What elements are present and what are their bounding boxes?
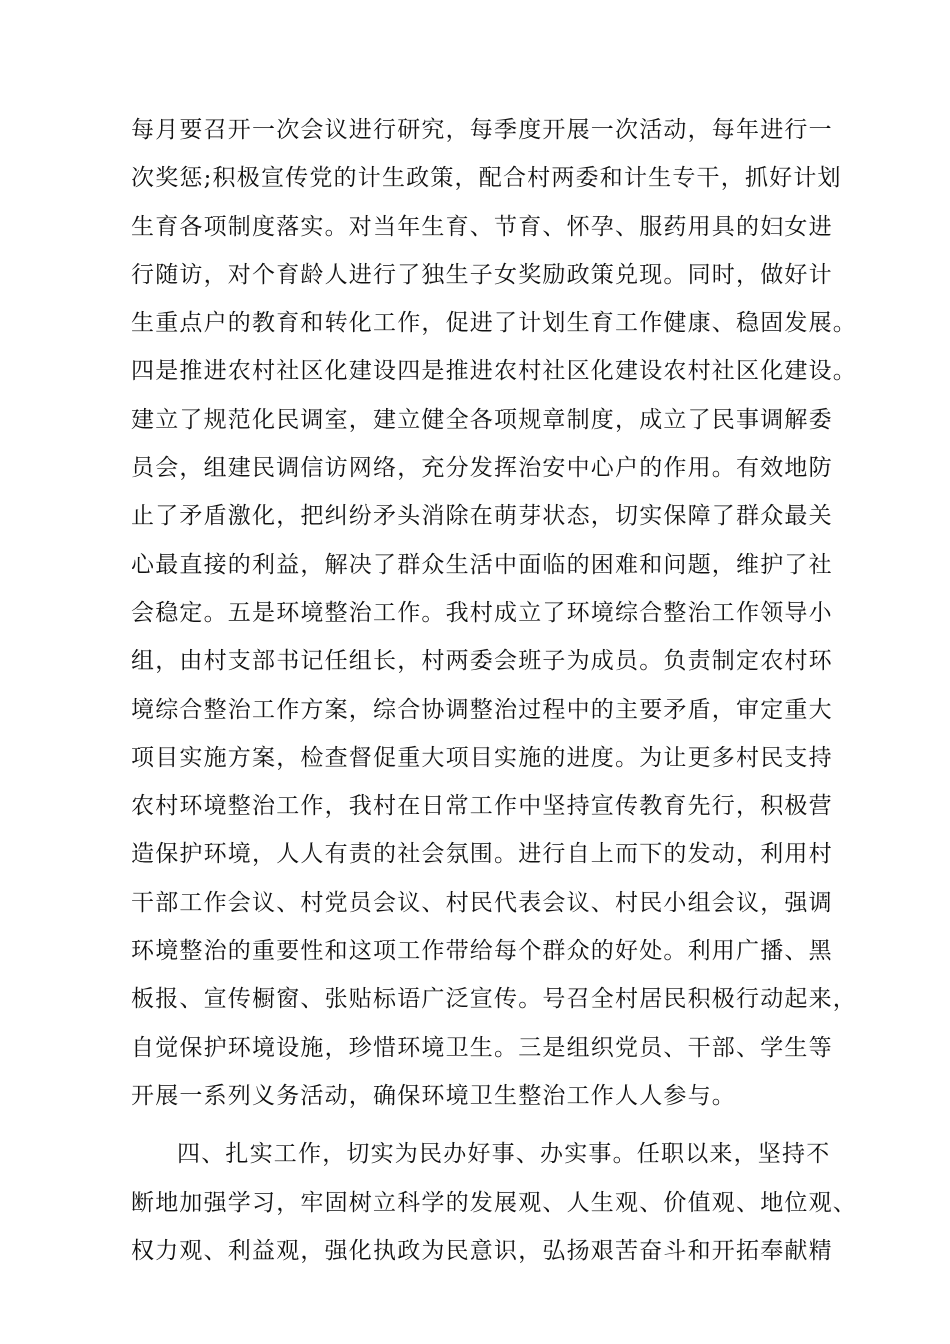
text-line: 开展一系列义务活动，确保环境卫生整治工作人人参与。: [131, 1082, 736, 1109]
text-line: 员会，组建民调信访网络，充分发挥治安中心户的作用。有效地防: [131, 455, 833, 482]
text-line: 板报、宣传橱窗、张贴标语广泛宣传。号召全村居民积极行动起来，: [131, 986, 857, 1013]
text-line: 每月要召开一次会议进行研究，每季度开展一次活动，每年进行一: [131, 117, 833, 143]
text-line: 四是推进农村社区化建设四是推进农村社区化建设农村社区化建设。: [131, 358, 857, 385]
text-line: 干部工作会议、村党员会议、村民代表会议、村民小组会议，强调: [131, 889, 833, 916]
text-line: 环境整治的重要性和这项工作带给每个群众的好处。利用广播、黑: [131, 938, 833, 965]
text-line: 心最直接的利益，解决了群众生活中面临的困难和问题，维护了社: [131, 551, 833, 578]
text-line: 生育各项制度落实。对当年生育、节育、怀孕、服药用具的妇女进: [131, 213, 833, 240]
text-line: 项目实施方案，检查督促重大项目实施的进度。为让更多村民支持: [131, 744, 833, 771]
paragraph-2: [131, 1130, 857, 1275]
text-line: 建立了规范化民调室，建立健全各项规章制度，成立了民事调解委: [131, 406, 833, 433]
text-line: 组，由村支部书记任组长，村两委会班子为成员。负责制定农村环: [131, 648, 833, 675]
paragraph-spacer: [131, 1120, 851, 1130]
text-line: 会稳定。五是环境整治工作。我村成立了环境综合整治工作领导小: [131, 599, 833, 626]
text-line: 境综合整治工作方案，综合协调整治过程中的主要矛盾，审定重大: [131, 696, 833, 723]
text-line: 止了矛盾激化，把纠纷矛头消除在萌芽状态，切实保障了群众最关: [131, 503, 833, 530]
document-body: [131, 106, 857, 1275]
text-line: 行随访，对个育龄人进行了独生子女奖励政策兑现。同时，做好计: [131, 261, 833, 288]
text-line: 断地加强学习，牢固树立科学的发展观、人生观、价值观、地位观、: [131, 1189, 857, 1216]
text-line: 生重点户的教育和转化工作，促进了计划生育工作健康、稳固发展。: [131, 310, 857, 337]
text-line: 自觉保护环境设施，珍惜环境卫生。三是组织党员、干部、学生等: [131, 1034, 833, 1061]
text-line: 四、扎实工作，切实为民办好事、办实事。任职以来，坚持不: [177, 1141, 831, 1168]
text-line: 农村环境整治工作，我村在日常工作中坚持宣传教育先行，积极营: [131, 793, 833, 820]
paragraph-1: [131, 106, 857, 1120]
text-line: 次奖惩;积极宣传党的计生政策，配合村两委和计生专干，抓好计划: [131, 165, 842, 192]
text-line: 造保护环境，人人有责的社会氛围。进行自上而下的发动，利用村: [131, 841, 833, 868]
text-line: 权力观、利益观，强化执政为民意识，弘扬艰苦奋斗和开拓奉献精: [131, 1237, 833, 1264]
